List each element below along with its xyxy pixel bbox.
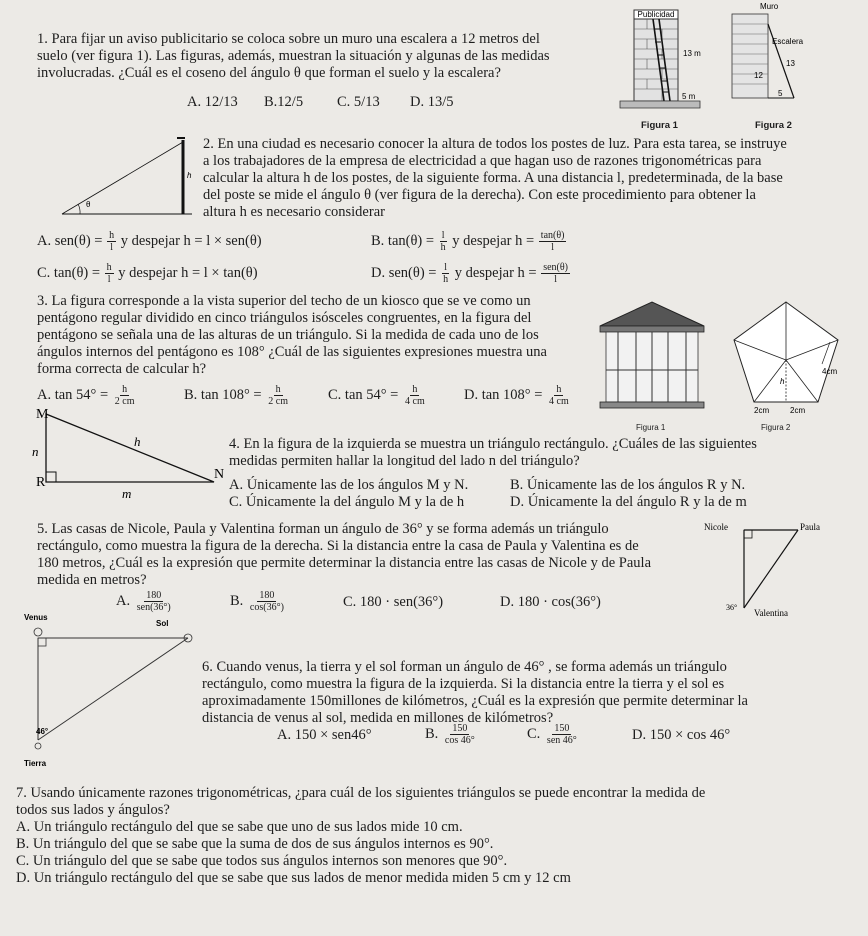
q3-figure-2-caption: Figura 2 (761, 423, 791, 432)
q2-pole-figure (58, 134, 198, 216)
right-angle-mark (744, 530, 752, 538)
label-sol: Sol (156, 619, 169, 628)
q1-option-b[interactable]: B.12/5 (264, 94, 304, 110)
label-angle-36: 36° (726, 603, 738, 612)
q1-figure-1-caption: Figura 1 (641, 120, 678, 131)
q5-line3: 180 metros, ¿Cuál es la expresión que permite determinar la distancia entre las casas de Nicole y de Paula (37, 555, 652, 571)
q1-option-d[interactable]: D. 13/5 (410, 94, 454, 110)
q4-line2: medidas permiten hallar la longitud del lado n del triángulo? (229, 453, 580, 469)
q2-line3: calcular la altura h de los postes, de la siguiente forma. A una distancia l, predeterminada, de la base (203, 170, 783, 186)
fig2-ladder-label: Escalera (772, 37, 804, 46)
q5-line2: rectángulo, como muestra la figura de la derecha. Si la distancia entre la casa de Paula y Valentina es de (37, 538, 639, 554)
pentagon-side-label: 4cm (822, 367, 838, 376)
earth-icon (35, 743, 41, 749)
q7-option-b[interactable]: B. Un triángulo del que se sabe que la suma de dos de sus ángulos internos es 90°. (16, 836, 494, 852)
fig2-hyp-label: 13 (786, 59, 795, 68)
q3-option-d[interactable]: D. tan 108° = $\frac{h}{4 cm}$ (464, 384, 569, 407)
q6-option-a[interactable]: A. 150 × sen46° (277, 727, 372, 743)
fig2-base-label: 5 (778, 89, 783, 98)
q3-line5: forma correcta de calcular h? (37, 361, 207, 377)
q7-option-d[interactable]: D. Un triángulo rectángulo del que se sabe que sus lados de menor medida miden 5 cm y 12 cm (16, 870, 571, 886)
q7-option-c[interactable]: C. Un triángulo del que se sabe que todos sus ángulos internos son menores que 90°. (16, 853, 508, 869)
label-paula: Paula (800, 522, 820, 532)
fig1-height-label: 13 m (683, 49, 701, 58)
q2-fig-h: h (187, 171, 192, 180)
q1-option-a[interactable]: A. 12/13 (187, 94, 238, 110)
right-triangle-mnr (46, 414, 214, 482)
q2-option-a[interactable]: A. sen(θ) = $\frac{h}{l}$ y despejar h = l × sen(θ) (37, 230, 262, 253)
q4-triangle-figure (32, 406, 226, 502)
tierra-sol-side (38, 638, 188, 740)
q6-line2: rectángulo, como muestra la figura de la izquierda. Si la distancia entre la tierra y el sol es (202, 676, 725, 692)
q6-line4: distancia de venus al sol, medida en millones de kilómetros? (202, 710, 554, 726)
q2-fig-theta: θ (86, 200, 91, 209)
q4-line1: 4. En la figura de la izquierda se muestra un triángulo rectángulo. ¿Cuáles de las siguientes (229, 436, 757, 452)
ground (620, 101, 700, 108)
q6-space-figure (24, 612, 196, 770)
q5-option-d[interactable]: D. 180 · cos(36°) (500, 594, 601, 610)
side-m: m (122, 486, 132, 501)
vertex-n: N (214, 467, 225, 482)
q1-figure-1 (612, 4, 707, 114)
q6-option-b[interactable]: B. $\frac{150}{\cos 46^\circ}$ (425, 723, 475, 746)
right-angle-mark (38, 638, 46, 646)
q2-line2: a los trabajadores de la empresa de electricidad a que hagan uso de razones trigonométricas para (203, 153, 762, 169)
q7-option-a[interactable]: A. Un triángulo rectángulo del que se sabe que uno de sus lados mide 10 cm. (16, 819, 463, 835)
q5-houses-figure (702, 522, 862, 622)
q2-option-c[interactable]: C. tan(θ) = $\frac{h}{l}$ y despejar h = l × tan(θ) (37, 262, 258, 285)
q2-line5: altura h es necesario considerar (203, 204, 385, 220)
label-angle-46: 46° (36, 727, 49, 736)
q5-line4: medida en metros? (37, 572, 147, 588)
q2-line1: 2. En una ciudad es necesario conocer la altura de todos los postes de luz. Para esta tarea, se instruye (203, 136, 787, 152)
q3-option-c[interactable]: C. tan 54° = $\frac{h}{4 cm}$ (328, 384, 425, 407)
q5-option-b[interactable]: B. $\frac{180}{\cos(36^\circ)}$ (230, 590, 284, 613)
q5-option-a[interactable]: A. $\frac{180}{\text{sen(36°)}}$ (116, 590, 171, 613)
q3-line4: ángulos internos del pentágono es 108° ¿Cuál de las siguientes expresiones muestra una (37, 344, 547, 360)
q3-figure-1-caption: Figura 1 (636, 423, 666, 432)
q6-line3: aproximadamente 150millones de kilómetros, ¿Cuál es la expresión que permite determinar la (202, 693, 748, 709)
label-valentina: Valentina (754, 608, 788, 618)
fig2-side-label: 12 (754, 71, 763, 80)
side-n: n (32, 444, 39, 459)
q5-option-c[interactable]: C. 180 · sen(36°) (343, 594, 444, 610)
q1-figure-2-caption: Figura 2 (755, 120, 792, 131)
sight-line (62, 142, 183, 214)
q2-line4: del poste se mide el ángulo θ (ver figura de la derecha). Con este procedimiento para obtener la (203, 187, 756, 203)
label-venus: Venus (24, 613, 48, 622)
vertex-r: R (36, 475, 46, 490)
pentagon-h-label: h (780, 377, 785, 386)
q3-kiosk-figure (596, 298, 708, 416)
fig1-base-label: 5 m (682, 92, 696, 101)
q1-line3: involucradas. ¿Cuál es el coseno del ángulo θ que forman el suelo y la escalera? (37, 65, 501, 81)
q3-line2: pentágono regular dividido en cinco triángulos isósceles congruentes, en la figura del (37, 310, 532, 326)
q5-line1: 5. Las casas de Nicole, Paula y Valentina forman un ángulo de 36° y se forma además un triángulo (37, 521, 609, 537)
q3-line3: pentágono se señala una de las alturas de un triángulo. Si la medida de cada uno de los (37, 327, 539, 343)
right-angle-mark (46, 472, 56, 482)
q4-option-a[interactable]: A. Únicamente las de los ángulos M y N. (229, 477, 469, 493)
q7-line2: todos sus lados y ángulos? (16, 802, 170, 818)
q2-option-d[interactable]: D. sen(θ) = $\frac{l}{h}$ y despejar h = $\frac{\text{sen(θ)}}{l}$ (371, 262, 568, 285)
q3-option-b[interactable]: B. tan 108° = $\frac{h}{2 cm}$ (184, 384, 288, 407)
q2-option-b[interactable]: B. tan(θ) = $\frac{l}{h}$ y despejar h = $\frac{\tan(\theta)}{l}$ (371, 230, 565, 253)
paula-valentina-side (744, 530, 798, 608)
q4-option-b[interactable]: B. Únicamente las de los ángulos R y N. (510, 477, 746, 493)
q6-line1: 6. Cuando venus, la tierra y el sol forman un ángulo de 46° , se forma además un triángulo (202, 659, 727, 675)
q3-option-a[interactable]: A. tan 54° = $\frac{h}{2 cm}$ (37, 384, 135, 407)
q1-figure-2 (728, 4, 828, 104)
venus-icon (34, 628, 42, 636)
fig2-top-label: Muro (760, 2, 779, 11)
kiosk-roof (600, 302, 704, 326)
pentagon-half-right: 2cm (790, 406, 806, 415)
q7-line1: 7. Usando únicamente razones trigonométricas, ¿para cuál de los siguientes triángulos se puede encontrar la medida de (16, 785, 706, 801)
vertex-m: M (36, 407, 49, 422)
label-nicole: Nicole (704, 522, 728, 532)
pentagon-half-left: 2cm (754, 406, 770, 415)
fig2-wall (732, 14, 768, 98)
q3-pentagon-figure (726, 298, 846, 418)
q1-option-c[interactable]: C. 5/13 (337, 94, 380, 110)
q4-option-d[interactable]: D. Únicamente la del ángulo R y la de m (510, 494, 747, 510)
q1-line2: suelo (ver figura 1). Las figuras, además, muestran la situación y algunas de las medidas (37, 48, 550, 64)
q6-option-c[interactable]: C. $\frac{150}{\text{sen 46°}}$ (527, 723, 577, 746)
q1-line1: 1. Para fijar un aviso publicitario se coloca sobre un muro una escalera a 12 metros del (37, 31, 540, 47)
q3-line1: 3. La figura corresponde a la vista superior del techo de un kiosco que se ve como un (37, 293, 531, 309)
q6-option-d[interactable]: D. 150 × cos 46° (632, 727, 731, 743)
q4-option-c[interactable]: C. Únicamente la del ángulo M y la de h (229, 494, 465, 510)
side-h: h (134, 434, 141, 449)
billboard-text: Publicidad (637, 10, 675, 19)
label-tierra: Tierra (24, 759, 47, 768)
